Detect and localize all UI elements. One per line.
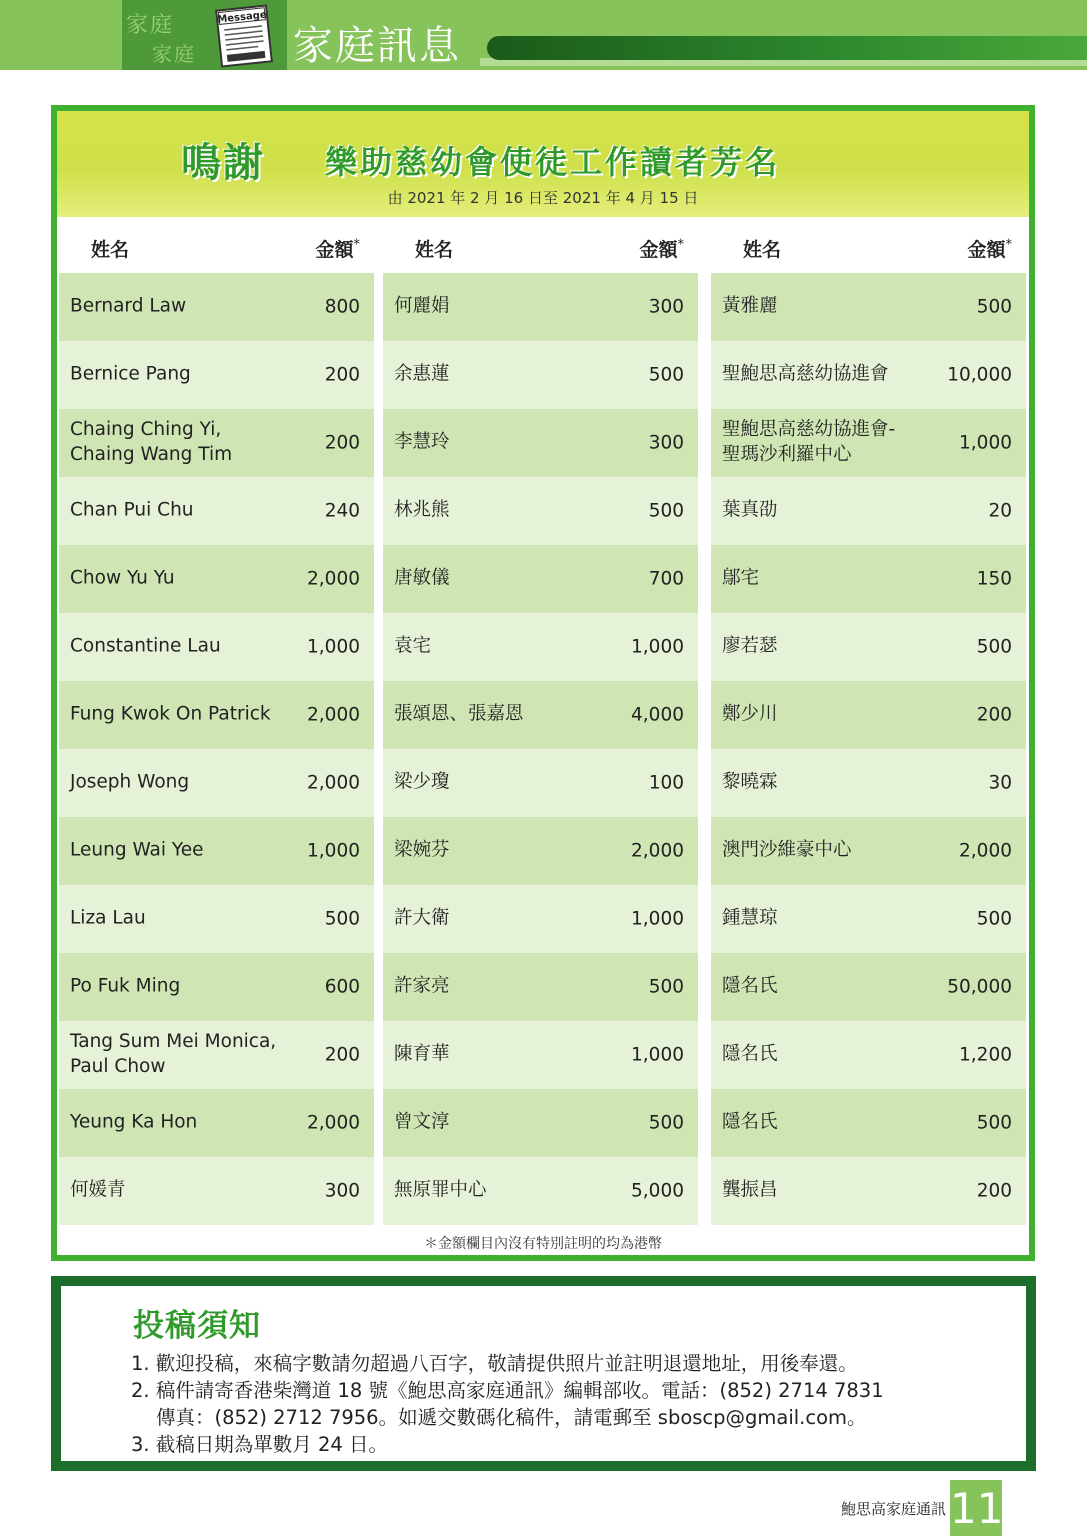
donor-name: 梁婉芬 [394,839,450,861]
donor-name: 李慧玲 [394,431,450,453]
amount-header: 金額* [639,237,684,261]
donor-amount: 200 [324,1044,360,1066]
donor-name: 黎曉霖 [722,771,778,793]
amount-header: 金額* [315,237,360,261]
donor-row [383,953,698,1021]
donor-rows [711,273,1026,1225]
watermark-text-2: 家庭 [152,42,196,66]
donor-amount: 200 [324,432,360,454]
donor-row [383,681,698,749]
submission-box-inner [61,1286,1026,1461]
message-board-icon [214,3,274,68]
donor-row [711,681,1026,749]
donor-name: Yeung Ka Hon [70,1111,198,1133]
donor-amount: 500 [976,296,1012,318]
donor-amount: 1,000 [631,908,684,930]
donor-name: 聖鮑思高慈幼協進會 [722,363,889,385]
donor-amount: 2,000 [307,1112,360,1134]
donor-name: 何麗娟 [394,295,450,317]
donor-name: 葉真劭 [722,499,778,521]
donor-row [383,885,698,953]
donor-row [59,273,374,341]
donor-row [383,613,698,681]
donor-name: 林兆熊 [394,499,450,521]
donor-row [59,477,374,545]
donor-box-inner [57,111,1029,1255]
donor-amount: 1,000 [959,432,1012,454]
donation-period: 由 2021 年 2 月 16 日至 2021 年 4 月 15 日 [387,189,699,207]
donor-name: 張頌恩、張嘉恩 [394,703,524,725]
donor-name: 鄔宅 [722,567,760,589]
donor-name: 廖若瑟 [722,635,778,657]
donor-row [383,477,698,545]
donor-amount: 2,000 [959,840,1012,862]
donor-amount: 240 [324,500,360,522]
donor-row [711,613,1026,681]
donor-amount: 500 [648,976,684,998]
donor-amount: 300 [324,1180,360,1202]
donor-column-3 [711,217,1026,1225]
donor-row [59,885,374,953]
donor-row [711,749,1026,817]
donor-amount: 300 [648,432,684,454]
donor-row [59,681,374,749]
column-header [711,217,1026,273]
donor-row [59,749,374,817]
donor-amount: 30 [988,772,1012,794]
donor-row [383,341,698,409]
header-accent-bar [487,36,1087,60]
donor-name: 隱名氏 [722,1111,778,1133]
donor-row [383,273,698,341]
donor-row [711,1157,1026,1225]
donor-name: 聖鮑思高慈幼協進會- 聖瑪沙利羅中心 [722,419,896,465]
page-number-box [950,1480,1002,1536]
donor-row [383,1021,698,1089]
donor-amount: 800 [324,296,360,318]
submission-item-3: 3. 截稿日期為單數月 24 日。 [131,1433,389,1456]
donor-name: 鄭少川 [722,703,778,725]
donor-name: 無原罪中心 [394,1179,487,1201]
donor-row [59,409,374,477]
donor-row [59,817,374,885]
submission-item-1: 1. 歡迎投稿，來稿字數請勿超過八百字，敬請提供照片並註明退還地址，用後奉還。 [131,1352,858,1375]
donor-amount: 500 [648,1112,684,1134]
donor-amount: 10,000 [947,364,1012,386]
donor-row [59,341,374,409]
donor-amount: 2,000 [307,568,360,590]
message-icon-label: Message [216,9,268,26]
currency-footnote: ＊金額欄目內沒有特別註明的均為港幣 [424,1236,662,1252]
name-header: 姓名 [91,239,130,261]
donor-amount: 5,000 [631,1180,684,1202]
submission-title: 投稿須知 [133,1308,261,1344]
donor-amount: 700 [648,568,684,590]
donor-row [711,817,1026,885]
donor-amount: 500 [976,636,1012,658]
page-number: 11 [950,1484,1004,1533]
donor-row [711,1089,1026,1157]
donor-name: Tang Sum Mei Monica, Paul Chow [70,1031,277,1077]
donor-name: 陳育華 [394,1043,450,1065]
donor-amount: 200 [976,1180,1012,1202]
column-header [59,217,374,273]
donor-amount: 1,000 [631,636,684,658]
donor-amount: 200 [976,704,1012,726]
submission-guidelines-box [51,1276,1036,1471]
donor-name: 隱名氏 [722,1043,778,1065]
donor-name: Po Fuk Ming [70,975,181,997]
donor-row [383,749,698,817]
donor-amount: 1,000 [307,636,360,658]
donor-amount: 500 [976,1112,1012,1134]
donor-row [383,1157,698,1225]
donor-name: Constantine Lau [70,635,221,657]
donor-name: 澳門沙維豪中心 [722,839,852,861]
donor-amount: 500 [976,908,1012,930]
column-header [383,217,698,273]
donor-name: 袁宅 [394,635,432,657]
donor-row [383,545,698,613]
amount-header: 金額* [967,237,1012,261]
watermark-text-1: 家庭 [126,13,175,38]
donor-title-main: 鳴謝 [181,140,265,186]
donor-row [711,273,1026,341]
name-header: 姓名 [415,239,454,261]
donor-acknowledgement-box [51,105,1035,1261]
donor-name: 龔振昌 [722,1179,778,1201]
donor-row [711,409,1026,477]
donor-row [711,1021,1026,1089]
donor-name: 曾文淳 [394,1111,450,1133]
donor-amount: 20 [988,500,1012,522]
section-title: 家庭訊息 [293,23,461,69]
donor-column-2 [383,217,698,1225]
donor-amount: 500 [324,908,360,930]
submission-item-2: 2. 稿件請寄香港柴灣道 18 號《鮑思高家庭通訊》編輯部收。電話：(852) 2714 7831 [131,1379,884,1402]
donor-amount: 1,000 [631,1044,684,1066]
donor-amount: 500 [648,500,684,522]
donor-amount: 500 [648,364,684,386]
donor-name: Leung Wai Yee [70,839,204,861]
donor-amount: 2,000 [307,704,360,726]
donor-name: Bernice Pang [70,363,191,385]
donor-name: Chan Pui Chu [70,499,194,521]
header-bar [0,0,1087,70]
donor-row [383,817,698,885]
donor-amount: 2,000 [307,772,360,794]
donor-amount: 200 [324,364,360,386]
donor-column-1 [59,217,374,1225]
donor-name: Fung Kwok On Patrick [70,703,271,725]
donor-row [711,341,1026,409]
donor-row [59,1089,374,1157]
donor-title-sub: 樂助慈幼會使徒工作讀者芳名 [325,143,781,181]
donor-name: Joseph Wong [70,771,190,793]
donor-row [59,613,374,681]
publication-name: 鮑思高家庭通訊 [841,1500,947,1518]
donor-row [59,1021,374,1089]
donor-row [711,885,1026,953]
donor-amount: 100 [648,772,684,794]
donor-title-band [57,111,1029,217]
donor-row [711,545,1026,613]
donor-row [711,477,1026,545]
donor-amount: 300 [648,296,684,318]
donor-name: Chow Yu Yu [70,567,175,589]
donor-name: 唐敏儀 [394,567,450,589]
donor-row [383,1089,698,1157]
submission-item-2-cont: 傳真：(852) 2712 7956。如遞交數碼化稿件，請電郵至 sboscp@gmail.com。 [156,1406,867,1429]
donor-row [59,953,374,1021]
donor-amount: 600 [324,976,360,998]
donor-name: 黃雅麗 [722,295,778,317]
donor-name: 梁少瓊 [394,771,450,793]
donor-amount: 4,000 [631,704,684,726]
donor-amount: 2,000 [631,840,684,862]
donor-amount: 1,000 [307,840,360,862]
donor-rows [383,273,698,1225]
donor-name: 何媛青 [70,1179,126,1201]
donor-amount: 50,000 [947,976,1012,998]
donor-row [59,1157,374,1225]
donor-amount: 150 [976,568,1012,590]
donor-row [59,545,374,613]
donor-rows [59,273,374,1225]
donor-name: Liza Lau [70,907,146,929]
donor-name: 許家亮 [394,975,450,997]
donor-name: Chaing Ching Yi, Chaing Wang Tim [70,419,233,465]
donor-row [711,953,1026,1021]
donor-name: Bernard Law [70,295,187,317]
donor-amount: 1,200 [959,1044,1012,1066]
name-header: 姓名 [743,239,782,261]
donor-name: 隱名氏 [722,975,778,997]
donor-name: 鍾慧琼 [722,907,778,929]
donor-name: 許大衛 [394,907,450,929]
donor-row [383,409,698,477]
donor-name: 余惠蓮 [394,363,450,385]
